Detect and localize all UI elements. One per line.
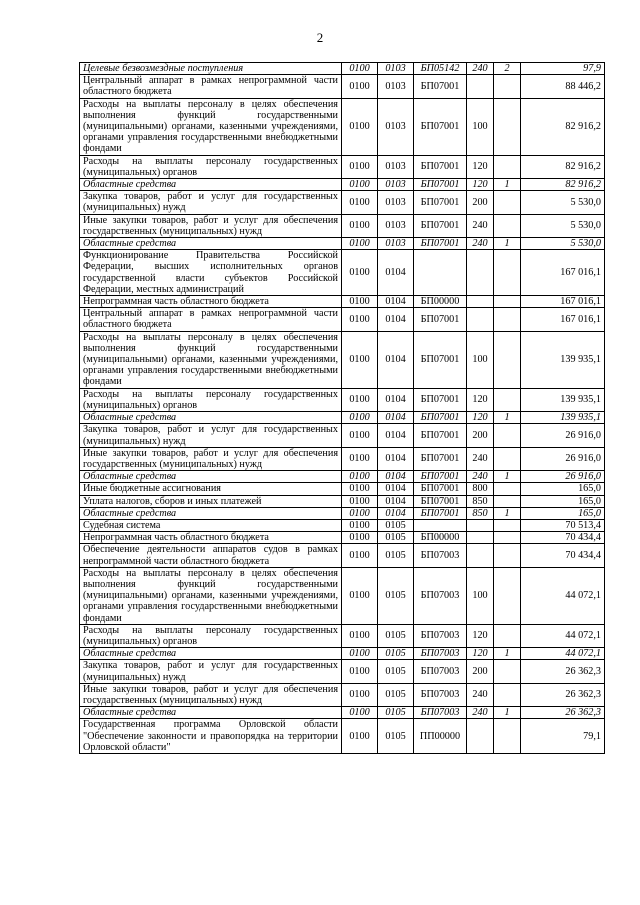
row-subsection-code-cell: 0105 (378, 648, 414, 660)
row-funding-source-cell (494, 98, 521, 155)
row-name-cell: Иные закупки товаров, работ и услуг для обеспечения государственных (муниципальных) нужд (80, 214, 342, 237)
row-funding-source-cell: 2 (494, 63, 521, 75)
row-expense-type-cell: 100 (467, 331, 494, 388)
row-amount-cell: 70 513,4 (521, 519, 605, 531)
row-expense-type-cell: 240 (467, 63, 494, 75)
row-name-cell: Областные средства (80, 507, 342, 519)
row-name-cell: Расходы на выплаты персоналу в целях обеспечения выполнения функций государственными (муниципальными) органами, казенными учреждениями, органами управления государственными внебюджетными фондами (80, 331, 342, 388)
row-expense-type-cell (467, 532, 494, 544)
row-section-code-cell: 0100 (342, 507, 378, 519)
row-funding-source-cell: 1 (494, 412, 521, 424)
row-name-cell: Областные средства (80, 412, 342, 424)
row-amount-cell: 70 434,4 (521, 532, 605, 544)
row-funding-source-cell (494, 532, 521, 544)
table-row (80, 624, 605, 647)
table-row (80, 707, 605, 719)
row-funding-source-cell (494, 296, 521, 308)
row-expense-type-cell: 850 (467, 495, 494, 507)
row-target-article-cell: БП07001 (414, 308, 467, 331)
row-amount-cell: 44 072,1 (521, 624, 605, 647)
row-name-cell: Непрограммная часть областного бюджета (80, 532, 342, 544)
row-amount-cell: 26 916,0 (521, 471, 605, 483)
row-amount-cell: 44 072,1 (521, 567, 605, 624)
row-amount-cell: 70 434,4 (521, 544, 605, 567)
row-expense-type-cell: 240 (467, 683, 494, 706)
row-funding-source-cell (494, 447, 521, 470)
row-funding-source-cell (494, 191, 521, 214)
row-section-code-cell: 0100 (342, 683, 378, 706)
table-row (80, 719, 605, 754)
table-row (80, 214, 605, 237)
row-section-code-cell: 0100 (342, 719, 378, 754)
row-amount-cell: 165,0 (521, 495, 605, 507)
row-target-article-cell: БП00000 (414, 532, 467, 544)
row-subsection-code-cell: 0104 (378, 507, 414, 519)
row-name-cell: Закупка товаров, работ и услуг для государственных (муниципальных) нужд (80, 424, 342, 447)
row-amount-cell: 139 935,1 (521, 331, 605, 388)
row-subsection-code-cell: 0104 (378, 495, 414, 507)
row-expense-type-cell (467, 719, 494, 754)
row-amount-cell: 139 935,1 (521, 412, 605, 424)
budget-table (79, 62, 605, 754)
row-name-cell: Центральный аппарат в рамках непрограммной части областного бюджета (80, 75, 342, 98)
row-subsection-code-cell: 0103 (378, 238, 414, 250)
row-amount-cell: 26 362,3 (521, 660, 605, 683)
row-amount-cell: 165,0 (521, 483, 605, 495)
row-funding-source-cell: 1 (494, 471, 521, 483)
row-target-article-cell: БП07003 (414, 683, 467, 706)
row-name-cell: Расходы на выплаты персоналу в целях обеспечения выполнения функций государственными (муниципальными) органами, казенными учреждениями, органами управления государственными внебюджетными фондами (80, 98, 342, 155)
table-row (80, 447, 605, 470)
row-subsection-code-cell: 0105 (378, 532, 414, 544)
row-amount-cell: 82 916,2 (521, 179, 605, 191)
table-row (80, 507, 605, 519)
table-row (80, 155, 605, 178)
row-expense-type-cell: 240 (467, 238, 494, 250)
row-target-article-cell: БП05142 (414, 63, 467, 75)
row-amount-cell: 26 916,0 (521, 424, 605, 447)
row-subsection-code-cell: 0104 (378, 412, 414, 424)
row-section-code-cell: 0100 (342, 75, 378, 98)
row-target-article-cell: БП07001 (414, 412, 467, 424)
row-subsection-code-cell: 0104 (378, 388, 414, 411)
row-section-code-cell: 0100 (342, 567, 378, 624)
row-target-article-cell: БП07001 (414, 447, 467, 470)
row-expense-type-cell (467, 544, 494, 567)
row-funding-source-cell (494, 308, 521, 331)
row-section-code-cell: 0100 (342, 447, 378, 470)
table-row (80, 495, 605, 507)
row-name-cell: Расходы на выплаты персоналу государственных (муниципальных) органов (80, 155, 342, 178)
row-funding-source-cell (494, 719, 521, 754)
row-name-cell: Государственная программа Орловской области "Обеспечение законности и правопорядка на территории Орловской области" (80, 719, 342, 754)
table-row (80, 308, 605, 331)
table-row (80, 544, 605, 567)
row-section-code-cell: 0100 (342, 331, 378, 388)
row-expense-type-cell: 850 (467, 507, 494, 519)
page-number: 2 (316, 30, 324, 45)
row-expense-type-cell: 240 (467, 471, 494, 483)
row-name-cell: Функционирование Правительства Российской Федерации, высших исполнительных органов государственной власти субъектов Российской Федерации, местных администраций (80, 250, 342, 296)
row-funding-source-cell (494, 424, 521, 447)
row-target-article-cell: БП07001 (414, 388, 467, 411)
row-name-cell: Областные средства (80, 648, 342, 660)
row-target-article-cell: БП07003 (414, 544, 467, 567)
table-row (80, 75, 605, 98)
row-funding-source-cell: 1 (494, 648, 521, 660)
row-amount-cell: 97,9 (521, 63, 605, 75)
row-subsection-code-cell: 0103 (378, 191, 414, 214)
row-funding-source-cell (494, 683, 521, 706)
row-amount-cell: 5 530,0 (521, 214, 605, 237)
table-row (80, 683, 605, 706)
table-row (80, 331, 605, 388)
row-section-code-cell: 0100 (342, 495, 378, 507)
row-subsection-code-cell: 0104 (378, 471, 414, 483)
row-section-code-cell: 0100 (342, 424, 378, 447)
row-expense-type-cell (467, 308, 494, 331)
table-row (80, 483, 605, 495)
row-amount-cell: 167 016,1 (521, 296, 605, 308)
row-name-cell: Центральный аппарат в рамках непрограммной части областного бюджета (80, 308, 342, 331)
table-row (80, 250, 605, 296)
row-amount-cell: 167 016,1 (521, 250, 605, 296)
row-funding-source-cell (494, 495, 521, 507)
row-amount-cell: 5 530,0 (521, 191, 605, 214)
row-section-code-cell: 0100 (342, 707, 378, 719)
table-row (80, 648, 605, 660)
row-target-article-cell: ПП00000 (414, 719, 467, 754)
row-name-cell: Областные средства (80, 179, 342, 191)
row-name-cell: Целевые безвозмездные поступления (80, 63, 342, 75)
row-expense-type-cell: 200 (467, 191, 494, 214)
row-expense-type-cell: 120 (467, 155, 494, 178)
row-target-article-cell (414, 519, 467, 531)
row-funding-source-cell (494, 388, 521, 411)
row-expense-type-cell (467, 296, 494, 308)
row-target-article-cell: БП07001 (414, 75, 467, 98)
row-section-code-cell: 0100 (342, 483, 378, 495)
row-target-article-cell: БП00000 (414, 296, 467, 308)
row-expense-type-cell (467, 75, 494, 98)
row-section-code-cell: 0100 (342, 296, 378, 308)
row-target-article-cell: БП07003 (414, 660, 467, 683)
row-funding-source-cell: 1 (494, 707, 521, 719)
row-funding-source-cell (494, 250, 521, 296)
row-subsection-code-cell: 0103 (378, 179, 414, 191)
row-name-cell: Расходы на выплаты персоналу в целях обеспечения выполнения функций государственными (муниципальными) органами, казенными учреждениями, органами управления государственными внебюджетными фондами (80, 567, 342, 624)
row-section-code-cell: 0100 (342, 624, 378, 647)
row-expense-type-cell: 100 (467, 98, 494, 155)
row-target-article-cell: БП07003 (414, 567, 467, 624)
row-target-article-cell: БП07001 (414, 238, 467, 250)
row-target-article-cell: БП07001 (414, 424, 467, 447)
row-section-code-cell: 0100 (342, 660, 378, 683)
row-amount-cell: 165,0 (521, 507, 605, 519)
row-amount-cell: 82 916,2 (521, 98, 605, 155)
table-row (80, 63, 605, 75)
row-amount-cell: 44 072,1 (521, 648, 605, 660)
row-name-cell: Обеспечение деятельности аппаратов судов в рамках непрограммной части областного бюджета (80, 544, 342, 567)
row-expense-type-cell: 240 (467, 447, 494, 470)
row-expense-type-cell: 120 (467, 388, 494, 411)
row-subsection-code-cell: 0105 (378, 624, 414, 647)
row-subsection-code-cell: 0104 (378, 296, 414, 308)
row-section-code-cell: 0100 (342, 191, 378, 214)
row-funding-source-cell (494, 624, 521, 647)
row-expense-type-cell: 120 (467, 412, 494, 424)
row-target-article-cell: БП07001 (414, 483, 467, 495)
row-section-code-cell: 0100 (342, 238, 378, 250)
row-section-code-cell: 0100 (342, 519, 378, 531)
row-funding-source-cell: 1 (494, 238, 521, 250)
row-funding-source-cell (494, 75, 521, 98)
row-funding-source-cell (494, 544, 521, 567)
row-name-cell: Областные средства (80, 471, 342, 483)
row-funding-source-cell (494, 155, 521, 178)
row-expense-type-cell: 240 (467, 707, 494, 719)
row-section-code-cell: 0100 (342, 214, 378, 237)
row-funding-source-cell (494, 483, 521, 495)
table-row (80, 471, 605, 483)
row-subsection-code-cell: 0103 (378, 75, 414, 98)
row-expense-type-cell: 200 (467, 424, 494, 447)
row-name-cell: Расходы на выплаты персоналу государственных (муниципальных) органов (80, 624, 342, 647)
row-name-cell: Иные бюджетные ассигнования (80, 483, 342, 495)
row-section-code-cell: 0100 (342, 98, 378, 155)
row-funding-source-cell: 1 (494, 507, 521, 519)
table-row (80, 238, 605, 250)
table-row (80, 179, 605, 191)
row-section-code-cell: 0100 (342, 388, 378, 411)
row-subsection-code-cell: 0105 (378, 683, 414, 706)
row-section-code-cell: 0100 (342, 179, 378, 191)
row-funding-source-cell: 1 (494, 179, 521, 191)
row-funding-source-cell (494, 331, 521, 388)
row-name-cell: Областные средства (80, 238, 342, 250)
row-subsection-code-cell: 0104 (378, 250, 414, 296)
row-target-article-cell: БП07003 (414, 648, 467, 660)
row-name-cell: Уплата налогов, сборов и иных платежей (80, 495, 342, 507)
row-section-code-cell: 0100 (342, 250, 378, 296)
row-expense-type-cell (467, 519, 494, 531)
row-amount-cell: 79,1 (521, 719, 605, 754)
row-expense-type-cell: 240 (467, 214, 494, 237)
row-target-article-cell: БП07001 (414, 191, 467, 214)
table-row (80, 567, 605, 624)
row-target-article-cell: БП07001 (414, 507, 467, 519)
row-section-code-cell: 0100 (342, 544, 378, 567)
row-section-code-cell: 0100 (342, 532, 378, 544)
row-name-cell: Закупка товаров, работ и услуг для государственных (муниципальных) нужд (80, 660, 342, 683)
row-section-code-cell: 0100 (342, 648, 378, 660)
row-subsection-code-cell: 0105 (378, 660, 414, 683)
table-row (80, 412, 605, 424)
row-subsection-code-cell: 0104 (378, 447, 414, 470)
row-name-cell: Иные закупки товаров, работ и услуг для обеспечения государственных (муниципальных) нужд (80, 683, 342, 706)
row-amount-cell: 26 916,0 (521, 447, 605, 470)
row-funding-source-cell (494, 660, 521, 683)
row-subsection-code-cell: 0105 (378, 519, 414, 531)
row-amount-cell: 139 935,1 (521, 388, 605, 411)
row-name-cell: Закупка товаров, работ и услуг для государственных (муниципальных) нужд (80, 191, 342, 214)
row-section-code-cell: 0100 (342, 155, 378, 178)
row-subsection-code-cell: 0104 (378, 331, 414, 388)
row-funding-source-cell (494, 567, 521, 624)
row-target-article-cell: БП07003 (414, 707, 467, 719)
row-expense-type-cell: 800 (467, 483, 494, 495)
row-expense-type-cell: 100 (467, 567, 494, 624)
row-subsection-code-cell: 0104 (378, 483, 414, 495)
row-target-article-cell: БП07001 (414, 331, 467, 388)
row-amount-cell: 26 362,3 (521, 683, 605, 706)
row-expense-type-cell: 120 (467, 624, 494, 647)
row-amount-cell: 5 530,0 (521, 238, 605, 250)
row-subsection-code-cell: 0105 (378, 544, 414, 567)
row-target-article-cell: БП07001 (414, 471, 467, 483)
row-target-article-cell: БП07001 (414, 179, 467, 191)
row-target-article-cell: БП07001 (414, 155, 467, 178)
row-name-cell: Областные средства (80, 707, 342, 719)
row-target-article-cell: БП07001 (414, 214, 467, 237)
row-section-code-cell: 0100 (342, 471, 378, 483)
table-row (80, 519, 605, 531)
table-row (80, 388, 605, 411)
table-row (80, 532, 605, 544)
row-target-article-cell: БП07001 (414, 98, 467, 155)
row-name-cell: Непрограммная часть областного бюджета (80, 296, 342, 308)
table-row (80, 296, 605, 308)
row-target-article-cell (414, 250, 467, 296)
row-amount-cell: 167 016,1 (521, 308, 605, 331)
row-amount-cell: 82 916,2 (521, 155, 605, 178)
table-row (80, 424, 605, 447)
row-funding-source-cell (494, 519, 521, 531)
row-expense-type-cell: 200 (467, 660, 494, 683)
row-target-article-cell: БП07001 (414, 495, 467, 507)
table-row (80, 660, 605, 683)
row-name-cell: Иные закупки товаров, работ и услуг для обеспечения государственных (муниципальных) нужд (80, 447, 342, 470)
row-subsection-code-cell: 0105 (378, 567, 414, 624)
row-subsection-code-cell: 0104 (378, 308, 414, 331)
row-section-code-cell: 0100 (342, 63, 378, 75)
row-subsection-code-cell: 0105 (378, 707, 414, 719)
row-funding-source-cell (494, 214, 521, 237)
row-name-cell: Судебная система (80, 519, 342, 531)
row-subsection-code-cell: 0104 (378, 424, 414, 447)
row-subsection-code-cell: 0103 (378, 63, 414, 75)
row-subsection-code-cell: 0105 (378, 719, 414, 754)
row-subsection-code-cell: 0103 (378, 155, 414, 178)
row-amount-cell: 88 446,2 (521, 75, 605, 98)
row-subsection-code-cell: 0103 (378, 98, 414, 155)
row-target-article-cell: БП07003 (414, 624, 467, 647)
row-expense-type-cell: 120 (467, 179, 494, 191)
row-section-code-cell: 0100 (342, 412, 378, 424)
row-name-cell: Расходы на выплаты персоналу государственных (муниципальных) органов (80, 388, 342, 411)
table-row (80, 191, 605, 214)
row-expense-type-cell (467, 250, 494, 296)
row-expense-type-cell: 120 (467, 648, 494, 660)
row-amount-cell: 26 362,3 (521, 707, 605, 719)
row-subsection-code-cell: 0103 (378, 214, 414, 237)
table-row (80, 98, 605, 155)
row-section-code-cell: 0100 (342, 308, 378, 331)
